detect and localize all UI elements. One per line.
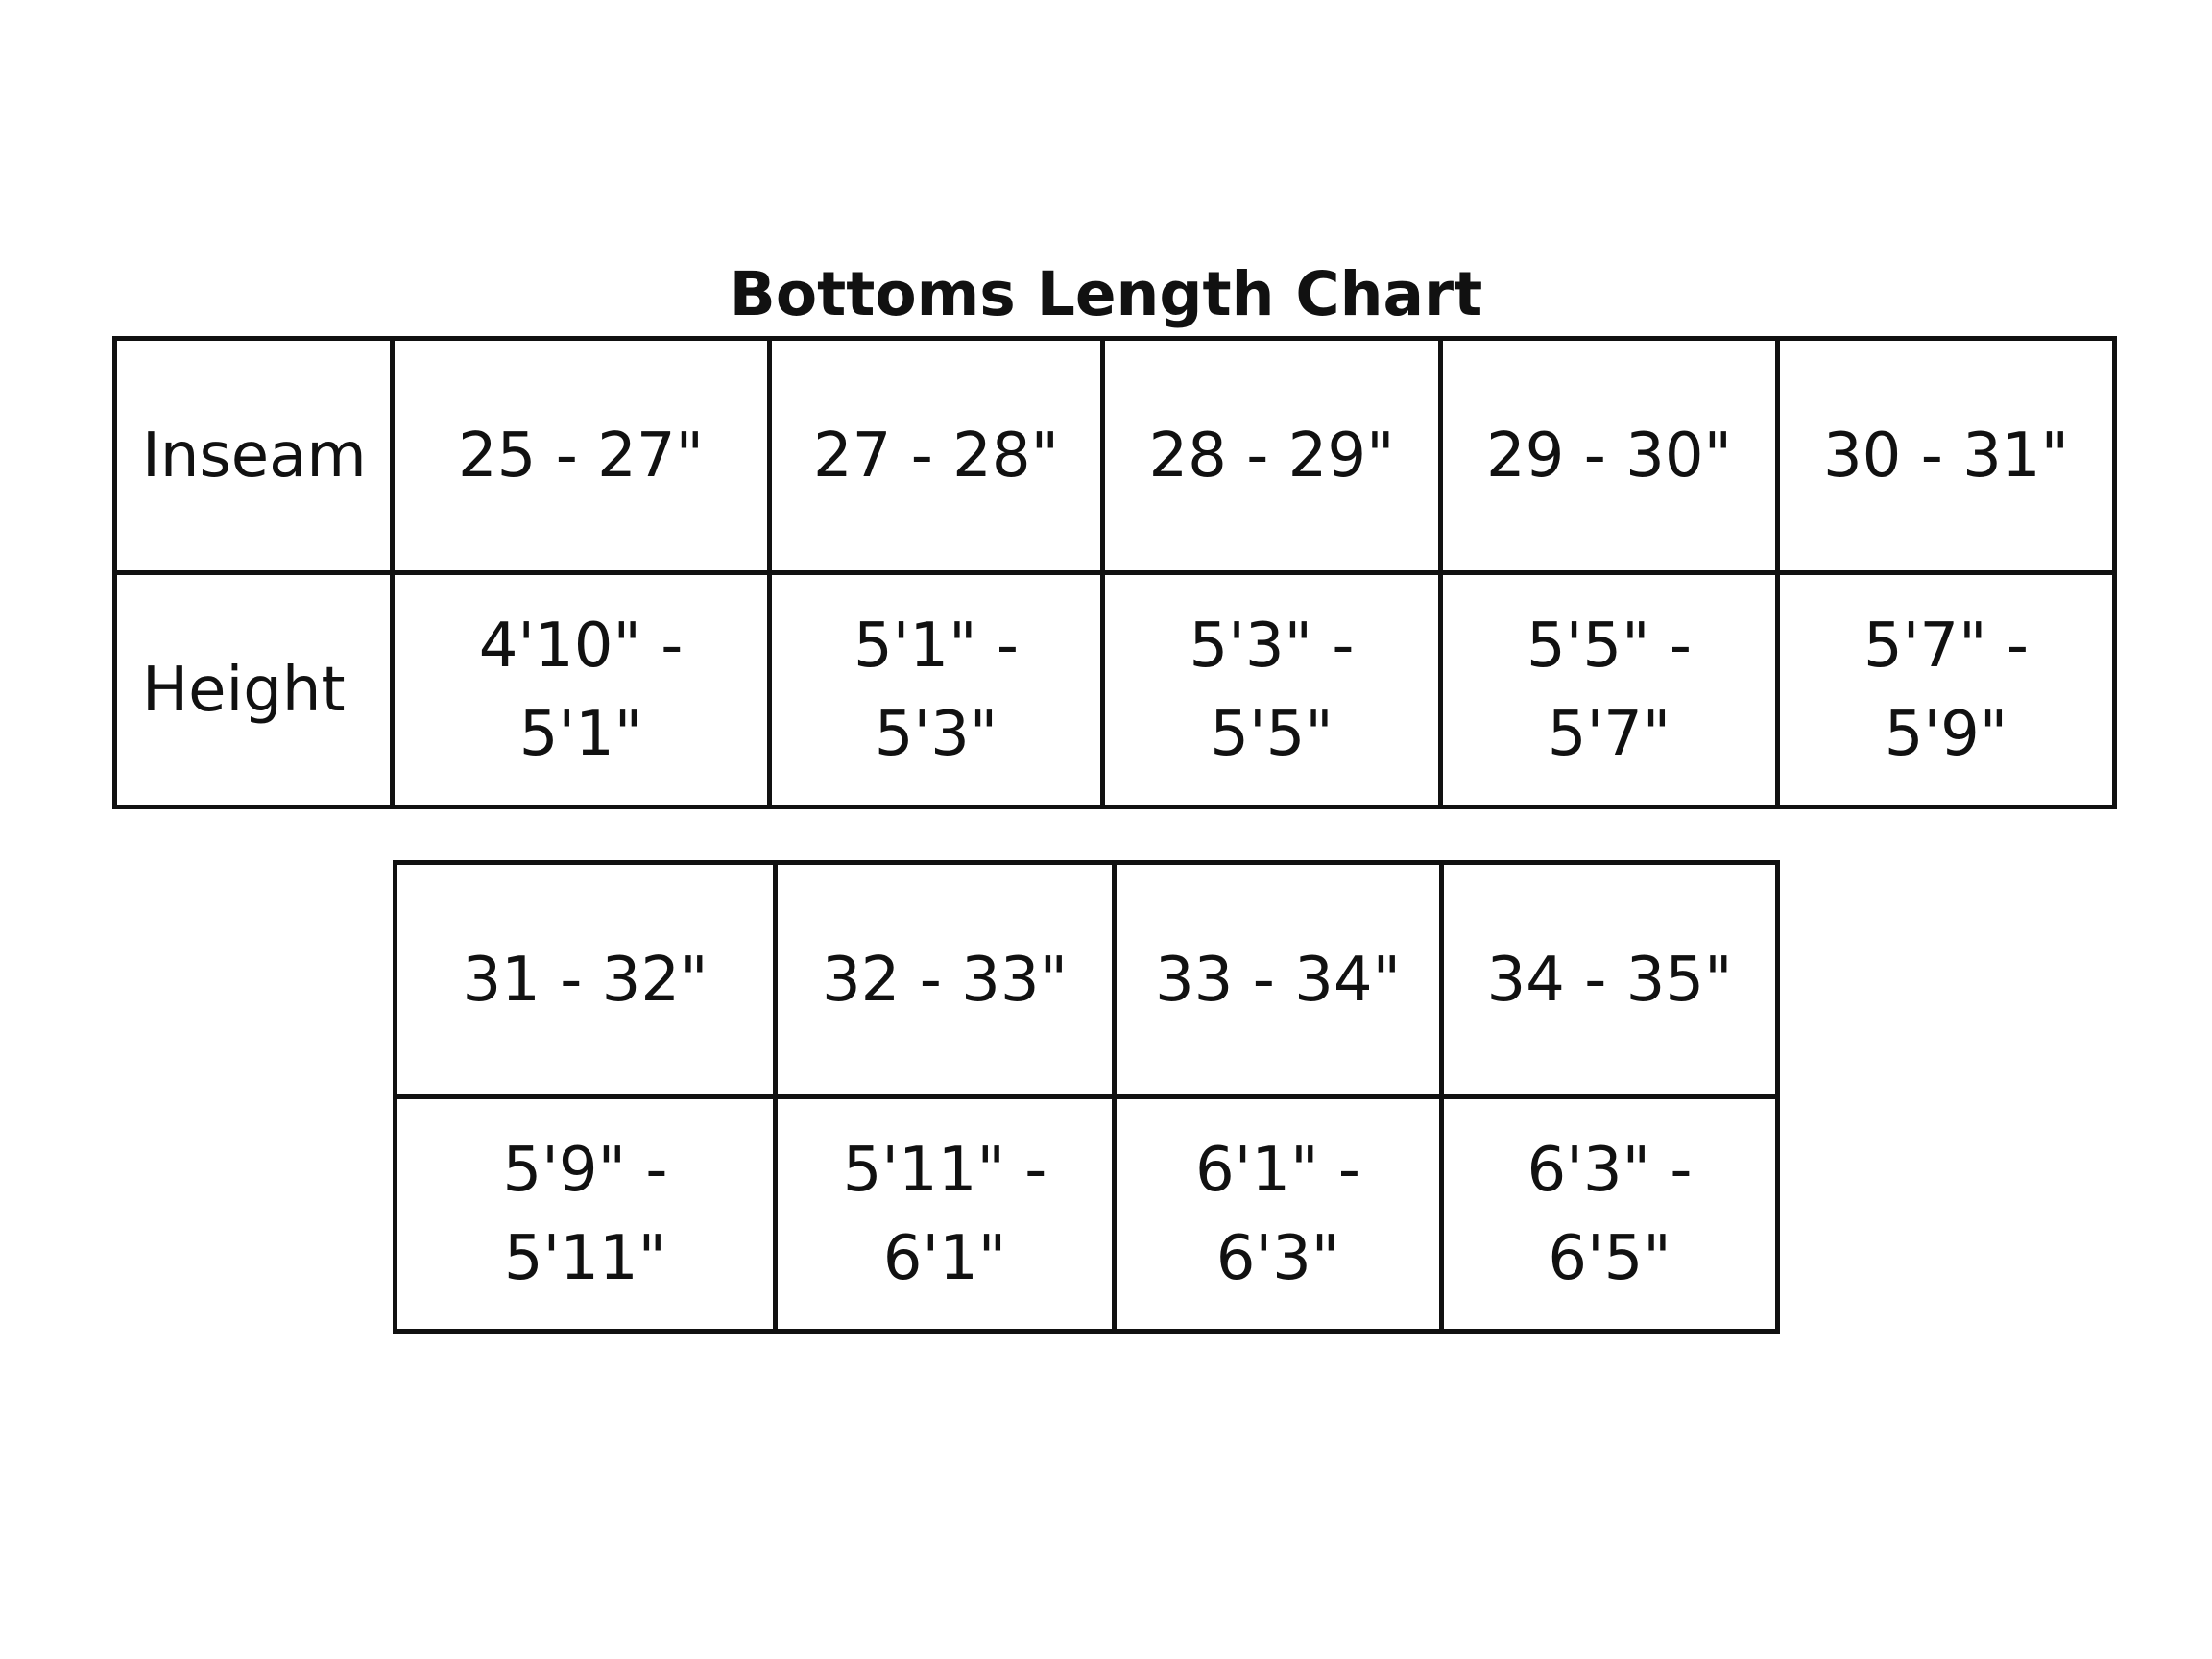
inseam-value: 28 - 29" <box>1148 420 1395 492</box>
height-value: 5'3" - 5'5" <box>1189 610 1355 770</box>
height-cell <box>396 1097 776 1332</box>
size-table-bottom <box>393 860 1780 1334</box>
size-table-top <box>112 336 2117 809</box>
height-value: 5'9" - 5'11" <box>502 1134 668 1294</box>
inseam-cell <box>776 863 1115 1097</box>
inseam-value: 30 - 31" <box>1822 420 2070 492</box>
height-label-cell <box>115 573 393 807</box>
inseam-cell <box>770 339 1103 573</box>
chart-title: Bottoms Length Chart <box>729 259 1483 329</box>
inseam-cell <box>1441 339 1778 573</box>
height-value: 5'11" - 6'1" <box>842 1134 1047 1294</box>
inseam-cell <box>1778 339 2115 573</box>
height-cell <box>1441 573 1778 807</box>
height-value: 6'3" - 6'5" <box>1527 1134 1693 1294</box>
height-cell <box>1442 1097 1778 1332</box>
inseam-label: Inseam <box>142 420 367 492</box>
inseam-value: 34 - 35" <box>1486 944 1733 1016</box>
height-value: 4'10" - 5'1" <box>478 610 684 770</box>
inseam-cell <box>1115 863 1442 1097</box>
height-row <box>115 573 2115 807</box>
inseam-value: 25 - 27" <box>457 420 705 492</box>
inseam-cell <box>1103 339 1441 573</box>
inseam-value: 33 - 34" <box>1154 944 1402 1016</box>
height-cell <box>776 1097 1115 1332</box>
height-value: 5'1" - 5'3" <box>854 610 1019 770</box>
inseam-value: 29 - 30" <box>1485 420 1733 492</box>
inseam-value: 32 - 33" <box>821 944 1069 1016</box>
inseam-value: 31 - 32" <box>462 944 709 1016</box>
height-value: 5'7" - 5'9" <box>1863 610 2029 770</box>
inseam-row <box>115 339 2115 573</box>
height-row <box>396 1097 1778 1332</box>
height-cell <box>1778 573 2115 807</box>
inseam-cell <box>396 863 776 1097</box>
height-value: 5'5" - 5'7" <box>1527 610 1692 770</box>
height-value: 6'1" - 6'3" <box>1195 1134 1360 1294</box>
inseam-value: 27 - 28" <box>812 420 1060 492</box>
height-label: Height <box>142 654 346 726</box>
height-cell <box>393 573 770 807</box>
inseam-row <box>396 863 1778 1097</box>
inseam-cell <box>1442 863 1778 1097</box>
inseam-cell <box>393 339 770 573</box>
height-cell <box>1115 1097 1442 1332</box>
inseam-label-cell <box>115 339 393 573</box>
height-cell <box>1103 573 1441 807</box>
height-cell <box>770 573 1103 807</box>
